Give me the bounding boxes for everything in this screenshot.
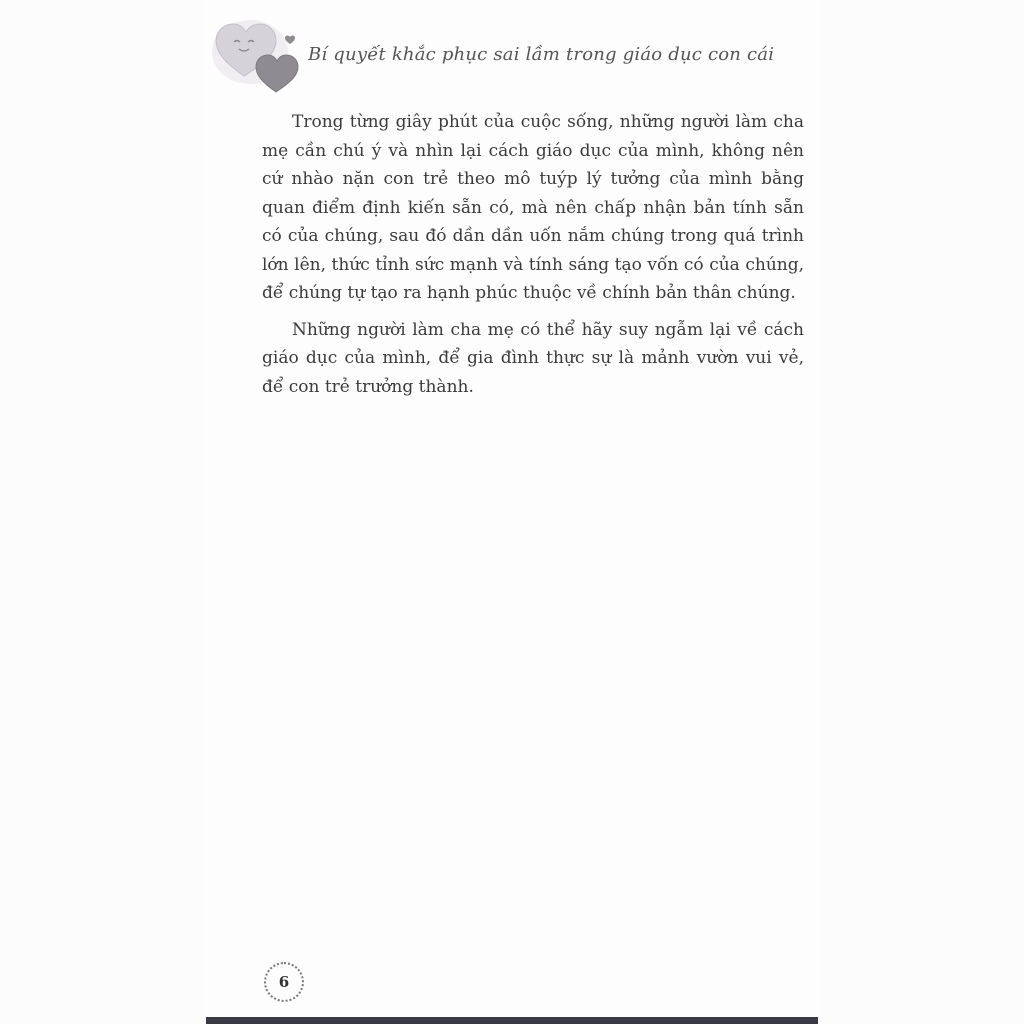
- page-bottom-edge: [206, 1017, 818, 1024]
- paragraph: Những người làm cha mẹ có thể hãy suy ngẫm lại về cách giáo dục của mình, để gia đình thực sự là mảnh vườn vui vẻ, để con trẻ trưởng thành.: [262, 319, 804, 397]
- body-text: [262, 108, 804, 409]
- page-number: 6: [278, 973, 290, 991]
- tiny-heart-icon: [285, 36, 295, 45]
- page-number-badge: [264, 962, 304, 1002]
- paragraph: Trong từng giây phút của cuộc sống, những người làm cha mẹ cần chú ý và nhìn lại cách giáo dục của mình, không nên cứ nhào nặn con trẻ theo mô tuýp lý tưởng của mình bằng quan điểm định kiến sẵn có, mà nên chấp nhận bản tính sẵn có của chúng, sau đó dần dần uốn nắm chúng trong quá trình lớn lên, thức tỉnh sức mạnh và tính sáng tạo vốn có của chúng, để chúng tự tạo ra hạnh phúc thuộc về chính bản thân chúng.: [262, 112, 804, 303]
- hearts-icon: [210, 14, 306, 94]
- small-heart-icon: [256, 55, 298, 92]
- running-header: Bí quyết khắc phục sai lầm trong giáo dục con cái: [308, 44, 775, 65]
